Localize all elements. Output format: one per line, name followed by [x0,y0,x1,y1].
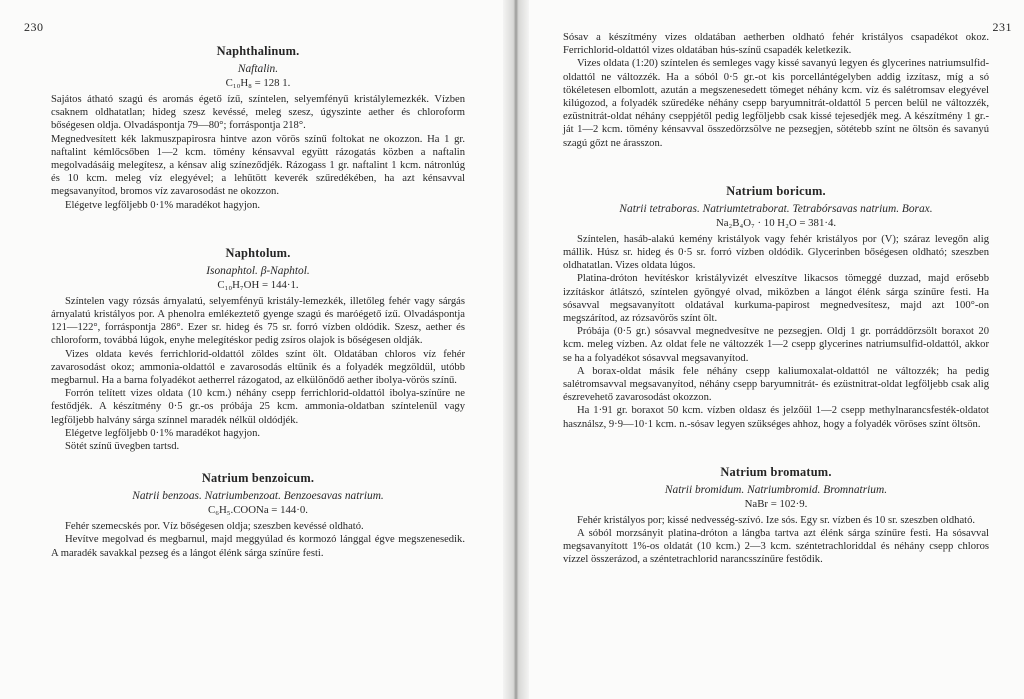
section-title: Naphthalinum. [216,44,300,58]
section-latin-names: Natrii benzoas. Natriumbenzoat. Benzoesavas natrium. [132,490,384,503]
paragraph: A borax-oldat másik fele néhány csepp kaliumoxalat-oldattól ne változzék; ha pedig salétromsavval megsavanyítod, néhány csepp baryumnitrát- és ezüstnitrat-oldat legföljebb csak alig észrevehető zavarosodást okozzon. [563,365,989,404]
paragraph: Próbája (0·5 gr.) sósavval megnedvesítve ne pezsegjen. Oldj 1 gr. porráddörzsölt boraxot 20 kcm. meleg vízben. Az oldat fele ne változzék 1—2 csepp glycerines natriumsulfid-oldattól, akkor se ha a folyadékot sósavval megsavanyítod. [563,326,989,364]
paragraph: Platina-dróton hevítéskor kristályvizét elveszítve likacsos tömeggé duzzad, majd erősebb izzításkor átlátszó, színtelen gyöngyé olvad, miközben a lángot élénk sárga színűre festi. Ha sósavval megsavanyított oldatával kurkuma-papirost megnedvesítesz, majd azt 100°-on megszárítod, az rózsavörös színt ölt. [563,273,989,325]
paragraph: Ha 1·91 gr. boraxot 50 kcm. vízben oldasz és jelzőül 1—2 csepp methylnarancsfesték-oldatot használsz, 9·9—10·1 kcm. n.-sósav legyen szükséges ahhoz, hogy a folyadék vöröses színt öltsön. [563,405,989,430]
left-column [51,44,465,560]
right-column [563,31,989,567]
left-page [0,0,503,699]
section-latin-names: Natrii tetraboras. Natriumtetraborat. Tetrabórsavas natrium. Borax. [619,202,933,215]
section-title: Naphtolum. [225,245,291,260]
paragraph: A sóból morzsányit platina-dróton a lángba tartva azt élénk sárga színűre festi. Ha sósavval megsavanyított 1%-os oldatát (10 kcm.) 2—3 kcm. széntetrachloriddal és néhány csepp chloros vízzel összerázod, a széntetrachlorid narancsszínűre festődik. [563,528,989,566]
paragraph: Fehér szemecskés por. Víz bőségesen oldja; szeszben kevéssé oldható. [65,521,364,533]
paragraph: Színtelen vagy rózsás árnyalatú, selyemfényű kristály-lemezkék, illetőleg fehér vagy sárgás árnyalatú kristályos por. A phenolra emlékeztető gyenge szagú és maróégető ízű. Olvadáspontja 121—122°, forráspontja 286°. Ezer sr. hideg és 75 sr. forró vízben oldódik. Szesz, aether és chloroform, továbbá lúgok, enyhe melegítéskor pedig zsíros olajok is bőségesen oldják. [51,295,465,347]
section-natrium-boricum [563,184,989,431]
section-spacer [563,431,989,447]
paragraph: Elégetve legföljebb 0·1% maradékot hagyjon. [65,427,261,439]
chemical-formula: NaBr = 102·9. [744,497,808,510]
section-naphthalinum [51,44,465,212]
chemical-formula: C₁₀H₇OH = 144·1. [217,278,299,291]
continued-text [563,31,989,150]
paragraph: Színtelen, hasáb-alakú kemény kristályok vagy fehér kristályos por (V); száraz levegőn alig mállik. Húsz sr. hideg és 0·5 sr. forró vízben oldódik. Glycerinben bőségesen oldható; szeszben oldhatatlan. Vizes oldata lúgos. [563,233,989,272]
section-latin-names: Naftalin. [237,63,279,75]
paragraph: Fehér kristályos por; kissé nedvesség-szívó. Ize sós. Egy sr. vízben és 10 sr. szeszben oldható. [577,514,976,526]
section-title: Natrium boricum. [726,183,826,198]
paragraph: Vizes oldata (1:20) színtelen és semleges vagy kissé savanyú legyen és glycerines natriumsulfid-oldattól ne változzék. Ha a sóból 0·5 gr.-ot kis porcellántégelyben addig izzítasz, míg a só tökéletesen elbomlott, azután a megszenesedett tömeget néhány kcm. víz és salétromsav elegyével kilúgozod, a folyadék szűredéke néhány csepp baryumnitrát-oldattól 5 percen belül ne változzék, ezüstnitrát-oldat néhány cseppjétől pedig legföljebb csak kissé tejesedjék meg. A készítmény 1 gr.-ját 1—2 kcm. tömény kénsavval összedörzsölve ne pezsegjen, sötétebb színt ne öltsön és savanyú szagú gőzt ne árasszon. [563,58,989,149]
paragraph: Sósav a készítmény vizes oldatában aetherben oldható fehér kristályos csapadékot okoz. Ferrichlorid-oldattól vizes oldatában hús-színű csapadék keletkezik. [563,32,989,57]
section-natrium-benzoicum [51,471,465,560]
section-spacer [51,212,465,228]
right-page [529,0,1024,699]
page-number: 231 [992,20,1012,34]
section-title: Natrium benzoicum. [201,471,315,486]
paragraph: Megnedvesített kék lakmuszpapirosra hintve azon vörös színű foltokat ne okozzon. Ha 1 gr. naftalint kémlőcsőben 1—2 kcm. tömény kénsavval együtt rázogatás közben a naftalin megolvadásáig melegítesz, a kénsav alig színeződjék. Rázogass 1 gr. naftalint 1 kcm. nátronlúg és 10 kcm. meleg víz elegyével; a lehűtött keverék szűredékében, ha azt kénsavval megsavanyítod, bromos víz zavarosodást ne okozzon. [51,133,465,198]
paragraph: Sötét színű üvegben tartsd. [65,441,180,453]
section-latin-names: Isonaphtol. β-Naphtol. [206,264,310,277]
paragraph: Hevítve megolvad és megbarnul, majd meggyúlad és kormozó lánggal égve megszenesedik. A maradék savakkal pezseg és a lángot élénk sárga színűre festi. [51,534,465,559]
paragraph: Forrón telített vizes oldata (10 kcm.) néhány csepp ferrichlorid-oldattól ibolya-színűre ne festődjék. A készítmény 0·5 gr.-os próbája 25 kcm. ammonia-oldatban színtelenül vagy legföljebb halvány sárga színnel maradék nélkül oldódjék. [51,388,465,426]
book-gutter [503,0,529,699]
paragraph: Vizes oldata kevés ferrichlorid-oldattól zöldes színt ölt. Oldatában chloros víz fehér zavarosodást okoz; ammonia-oldattól e zavarosodás eltűnik és a folyadék megzöldül, utóbb megbarnul. Ha a barna folyadékot aetherrel rázogatod, az elkülönődő aether ibolya-vörös színű. [51,348,465,387]
section-naphtolum [51,246,465,453]
chemical-formula: Na₂B₄O₇ · 10 H₂O = 381·4. [715,216,837,229]
section-spacer [563,150,989,166]
section-title: Natrium bromatum. [720,464,832,479]
chemical-formula: C₆H₅.COONa = 144·0. [208,504,308,517]
section-latin-names: Natrii bromidum. Natriumbromid. Bromnatrium. [664,483,888,496]
paragraph: Sajátos átható szagú és aromás égető ízű, színtelen, selyemfényű kristálylemezkék. Vízben csaknem oldhatatlan; hideg szesz kevéssé, meleg szesz, úgyszinte aether és chloroform bőségesen oldja. Olvadáspontja 79—80°; forráspontja 218°. [51,94,465,132]
paragraph: Elégetve legföljebb 0·1% maradékot hagyjon. [65,199,261,211]
chemical-formula: C₁₀H₈ = 128 1. [225,77,291,89]
page-number: 230 [24,20,44,34]
section-natrium-bromatum [563,465,989,567]
